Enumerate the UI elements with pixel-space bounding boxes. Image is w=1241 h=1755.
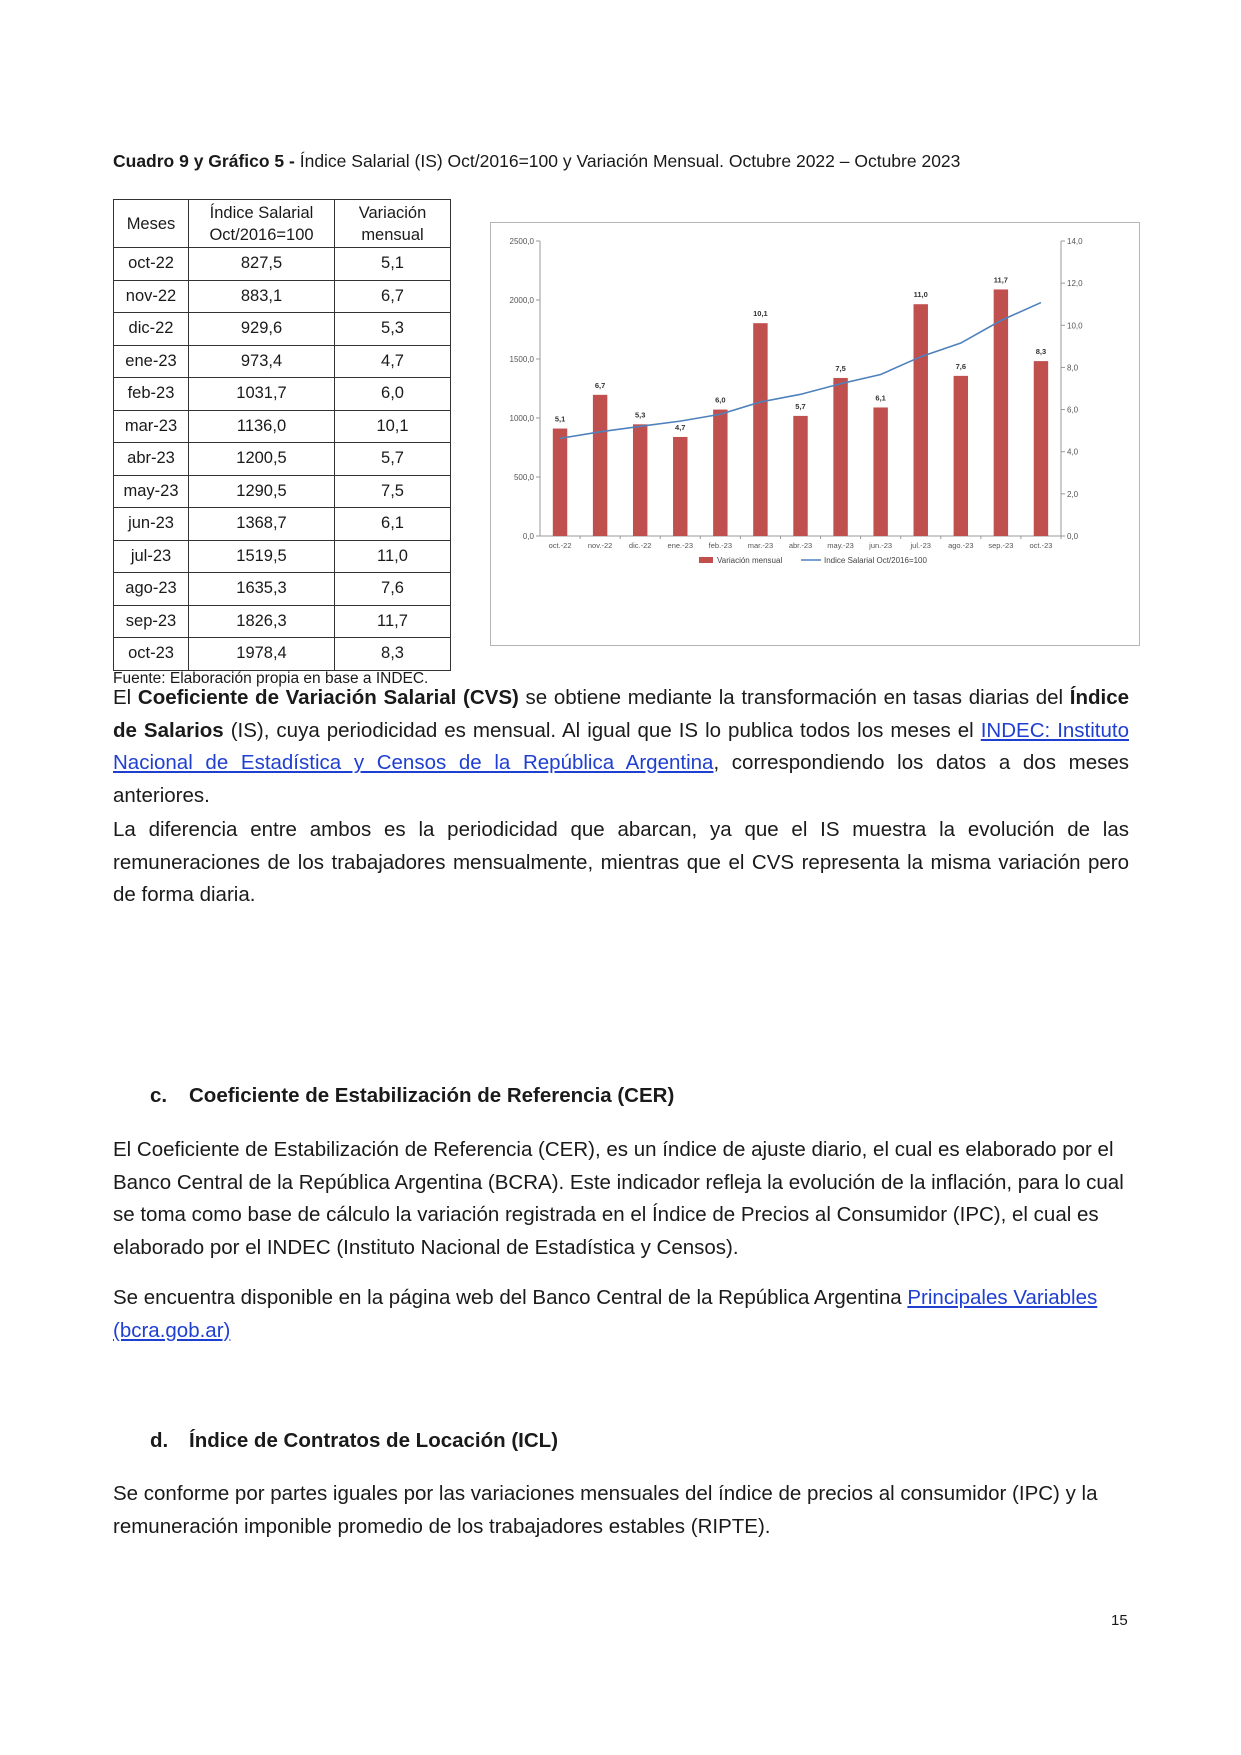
x-tick-label: may.-23 — [827, 541, 854, 550]
table-row — [114, 508, 451, 541]
table-row — [114, 280, 451, 313]
right-tick-label: 10,0 — [1067, 321, 1083, 331]
cell-month: jul-23 — [114, 540, 189, 573]
legend-label-indice: Indice Salarial Oct/2016=100 — [824, 556, 927, 565]
cell-monthly-variation: 5,7 — [335, 443, 451, 476]
bar-data-label: 7,5 — [835, 363, 846, 373]
table-body — [114, 248, 451, 671]
table-row — [114, 573, 451, 606]
section-letter-d: d. — [150, 1429, 169, 1452]
table-row — [114, 410, 451, 443]
cell-monthly-variation: 8,3 — [335, 638, 451, 671]
para4-text: Se encuentra disponible en la página web del Banco Central de la República Argentina — [113, 1286, 908, 1309]
cell-month: oct-22 — [114, 248, 189, 281]
right-tick-label: 14,0 — [1067, 237, 1083, 246]
right-tick-label: 6,0 — [1067, 405, 1079, 415]
bar-data-label: 5,3 — [634, 410, 646, 420]
x-tick-label: abr.-23 — [788, 541, 813, 550]
left-tick-label: 500,0 — [513, 473, 534, 482]
legend-swatch-variacion — [699, 557, 713, 563]
table-row — [114, 475, 451, 508]
cell-salary-index: 1519,5 — [189, 540, 335, 573]
bar-jul.-23 — [914, 304, 928, 536]
cell-salary-index: 1826,3 — [189, 605, 335, 638]
cell-salary-index: 1978,4 — [189, 638, 335, 671]
cell-monthly-variation: 6,0 — [335, 378, 451, 411]
cell-monthly-variation: 7,6 — [335, 573, 451, 606]
cell-monthly-variation: 7,5 — [335, 475, 451, 508]
bar-data-label: 6,1 — [875, 393, 886, 403]
table-row — [114, 540, 451, 573]
section-title-cer: Coeficiente de Estabilización de Referencia (CER) — [189, 1084, 675, 1107]
bar-mar.-23 — [753, 323, 767, 536]
indec-link[interactable]: INDEC: Instituto Nacional de Estadística y Censos de la República Argentina — [113, 718, 1130, 774]
header-salary-index: Índice Salarial Oct/2016=100 — [189, 200, 335, 248]
x-tick-label: jul.-23 — [910, 541, 931, 550]
right-tick-label: 12,0 — [1067, 279, 1083, 289]
x-tick-label: sep.-23 — [988, 541, 1014, 550]
bar-nov.-22 — [593, 395, 607, 536]
table-source: Fuente: Elaboración propia en base a INDEC. — [113, 670, 429, 687]
section-title-icl: Índice de Contratos de Locación (ICL) — [189, 1429, 559, 1452]
x-tick-label: feb.-23 — [708, 541, 733, 550]
paragraph-cvs — [113, 682, 1129, 812]
table-row — [114, 248, 451, 281]
cell-month: feb-23 — [114, 378, 189, 411]
header-monthly-variation: Variación mensual — [335, 200, 451, 248]
bar-jun.-23 — [873, 407, 887, 536]
cell-salary-index: 827,5 — [189, 248, 335, 281]
bar-ago.-23 — [954, 376, 968, 536]
salary-chart — [490, 222, 1140, 646]
bar-data-label: 7,6 — [955, 361, 967, 371]
cell-salary-index: 1031,7 — [189, 378, 335, 411]
cell-monthly-variation: 6,1 — [335, 508, 451, 541]
cell-month: jun-23 — [114, 508, 189, 541]
caption-label: Cuadro 9 y Gráfico 5 - — [113, 151, 300, 171]
x-tick-label: jun.-23 — [869, 541, 893, 550]
cell-month: abr-23 — [114, 443, 189, 476]
cell-monthly-variation: 11,7 — [335, 605, 451, 638]
x-tick-label: oct.-22 — [548, 541, 572, 550]
paragraph-cer: El Coeficiente de Estabilización de Referencia (CER), es un índice de ajuste diario, el cual es elaborado por el Banco Central de la República Argentina (BCRA). Este indicador refleja la evolución de la inflación, para lo cual se toma como base de cálculo la variación registrada en el Índice de Precios al Consumidor (IPC), el cual es elaborado por el INDEC (Instituto Nacional de Estadística y Censos). — [113, 1138, 1124, 1259]
bar-data-label: 10,1 — [753, 309, 768, 319]
cell-month: mar-23 — [114, 410, 189, 443]
bar-sep.-23 — [994, 289, 1008, 536]
page-number: 15 — [1111, 1612, 1128, 1629]
section-heading-icl — [150, 1429, 558, 1453]
bar-data-label: 6,0 — [715, 395, 726, 405]
cell-salary-index: 1136,0 — [189, 410, 335, 443]
bar-oct.-22 — [553, 429, 567, 536]
right-tick-label: 0,0 — [1067, 532, 1079, 541]
table-row — [114, 313, 451, 346]
table-row — [114, 605, 451, 638]
x-tick-label: dic.-22 — [628, 541, 652, 550]
x-tick-label: ago.-23 — [948, 541, 974, 550]
para1-text-1: El — [113, 686, 138, 709]
section-letter-c: c. — [150, 1084, 168, 1107]
para1-text-4: , correspondiendo los datos a dos meses anteriores. — [113, 751, 1129, 807]
bar-abr.-23 — [793, 416, 807, 536]
cell-monthly-variation: 11,0 — [335, 540, 451, 573]
legend-label-variacion: Variación mensual — [717, 556, 783, 565]
cell-salary-index: 1290,5 — [189, 475, 335, 508]
para1-text-3: (IS), cuya periodicidad es mensual. Al igual que IS lo publica todos los meses el — [223, 718, 981, 742]
paragraph-bcra — [113, 1282, 1129, 1347]
cell-monthly-variation: 6,7 — [335, 280, 451, 313]
cell-salary-index: 1200,5 — [189, 443, 335, 476]
bar-data-label: 11,0 — [913, 290, 928, 300]
bar-may.-23 — [833, 378, 847, 536]
bar-data-label: 5,7 — [795, 401, 806, 411]
cell-salary-index: 883,1 — [189, 280, 335, 313]
salary-index-table — [113, 199, 451, 671]
cell-month: ago-23 — [114, 573, 189, 606]
right-tick-label: 4,0 — [1067, 447, 1079, 457]
header-months: Meses — [114, 200, 189, 248]
bar-oct.-23 — [1034, 361, 1048, 536]
para1-bold-is: Índice de Salarios — [113, 686, 1130, 742]
cell-month: oct-23 — [114, 638, 189, 671]
caption-text: Índice Salarial (IS) Oct/2016=100 y Variación Mensual. Octubre 2022 – Octubre 2023 — [299, 151, 961, 171]
bar-dic.-22 — [633, 424, 647, 536]
paragraph-difference: La diferencia entre ambos es la periodicidad que abarcan, ya que el IS muestra la evolución de las remuneraciones de los trabajadores mensualmente, mientras que el CVS representa la misma variación pero de forma diaria. — [113, 818, 1129, 906]
cell-month: ene-23 — [114, 345, 189, 378]
left-tick-label: 1500,0 — [509, 355, 534, 364]
cell-monthly-variation: 5,3 — [335, 313, 451, 346]
table-row — [114, 345, 451, 378]
x-tick-label: ene.-23 — [667, 541, 693, 550]
right-tick-label: 2,0 — [1067, 489, 1079, 499]
cell-salary-index: 1368,7 — [189, 508, 335, 541]
cell-month: may-23 — [114, 475, 189, 508]
bar-data-label: 4,7 — [675, 422, 686, 432]
cell-salary-index: 973,4 — [189, 345, 335, 378]
para1-bold-cvs: Coeficiente de Variación Salarial (CVS) — [137, 686, 519, 709]
cell-salary-index: 929,6 — [189, 313, 335, 346]
x-tick-label: oct.-23 — [1029, 541, 1053, 550]
table-row — [114, 443, 451, 476]
cell-monthly-variation: 10,1 — [335, 410, 451, 443]
para1-text-2: se obtiene mediante la transformación en tasas diarias del — [518, 686, 1070, 709]
bar-data-label: 11,7 — [993, 275, 1008, 285]
table-header-row — [114, 200, 451, 248]
bar-data-label: 5,1 — [554, 414, 566, 424]
left-tick-label: 1000,0 — [509, 414, 534, 423]
figure-caption — [113, 151, 960, 172]
cell-month: dic-22 — [114, 313, 189, 346]
x-tick-label: nov.-22 — [587, 541, 613, 550]
bar-feb.-23 — [713, 410, 727, 536]
cell-monthly-variation: 4,7 — [335, 345, 451, 378]
left-tick-label: 0,0 — [522, 532, 534, 541]
left-tick-label: 2500,0 — [509, 237, 534, 246]
bar-ene.-23 — [673, 437, 687, 536]
paragraph-icl: Se conforme por partes iguales por las variaciones mensuales del índice de precios al consumidor (IPC) y la remuneración imponible promedio de los trabajadores estables (RIPTE). — [113, 1482, 1098, 1538]
section-heading-cer — [150, 1084, 674, 1108]
cell-month: nov-22 — [114, 280, 189, 313]
left-tick-label: 2000,0 — [509, 296, 534, 305]
bar-data-label: 6,7 — [594, 380, 606, 390]
chart-svg — [491, 223, 1139, 645]
x-tick-label: mar.-23 — [747, 541, 774, 550]
cell-monthly-variation: 5,1 — [335, 248, 451, 281]
cell-month: sep-23 — [114, 605, 189, 638]
table-row — [114, 378, 451, 411]
table-row — [114, 638, 451, 671]
cell-salary-index: 1635,3 — [189, 573, 335, 606]
right-tick-label: 8,0 — [1067, 363, 1079, 373]
bcra-link[interactable]: Principales Variables (bcra.gob.ar) — [113, 1286, 1098, 1342]
bar-data-label: 8,3 — [1035, 347, 1047, 357]
